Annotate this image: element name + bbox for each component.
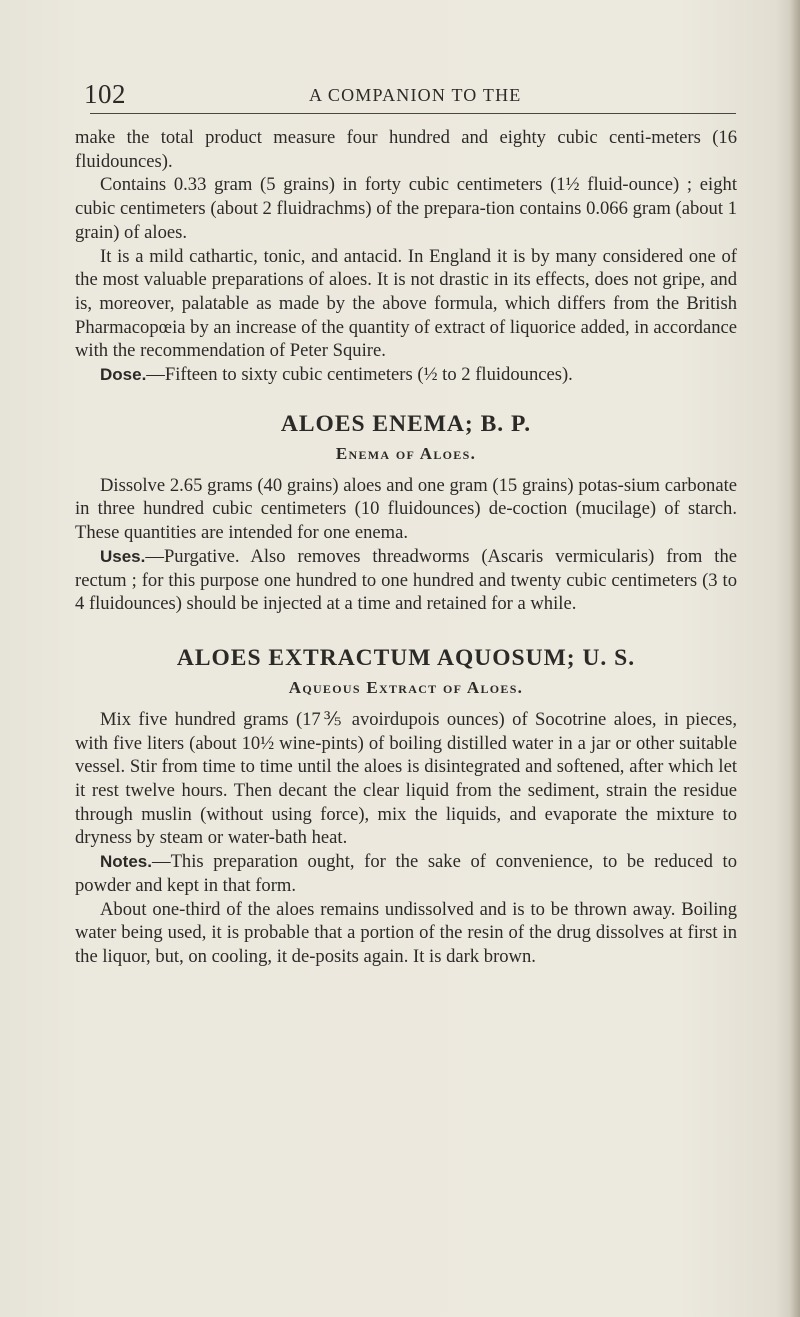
- enema-paragraph: Dissolve 2.65 grams (40 grains) aloes and one gram (15 grains) potas-sium carbonate in three hundred cubic centimeters (10 fluidounces) de-coction (mucilage) of starch. These quantities are intended for one enema.: [75, 474, 737, 544]
- enema-subheading: Enema of Aloes.: [335, 443, 477, 463]
- spacer: [75, 616, 737, 644]
- notes-paragraph: [75, 850, 737, 897]
- page-number: 102: [84, 79, 126, 109]
- intro-paragraph-3: It is a mild cathartic, tonic, and antacid. In England it is by many considered one of the most valuable preparations of aloes. It is not drastic in its effects, does not gripe, and is, moreover, palatable as made by the above formula, which differs from the British Pharmacopœia by an increase of the quantity of extract of liquorice added, in accordance with the recommendation of Peter Squire.: [75, 245, 737, 362]
- uses-text: —Purgative. Also removes threadworms (Ascaris vermicularis) from the rectum ; for this purpose one hundred to one hundred and twenty cubic centimeters (3 to 4 fluidounces) should be injected at a time and retained for a while.: [75, 545, 737, 615]
- spacer: [75, 465, 737, 474]
- dose-text: —Fifteen to sixty cubic centimeters (½ to 2 fluidounces).: [146, 364, 573, 386]
- header-rule: [90, 113, 736, 114]
- spacer: [75, 699, 737, 708]
- page-edge-shadow: [790, 0, 800, 1317]
- uses-label: Uses.: [100, 546, 146, 566]
- page-body: [75, 126, 737, 969]
- notes-label: Notes.: [100, 852, 152, 872]
- extract-paragraph: Mix five hundred grams (17⅗ avoirdupois ounces) of Socotrine aloes, in pieces, with five liters (about 10½ wine-pints) of boiling distilled water in a jar or other suitable vessel. Stir from time to time until the aloes is disintegrated and softened, after which let it rest twelve hours. Then decant the clear liquid from the sediment, strain the residue through muslin (without using force), mix the liquids, and evaporate the mixture to dryness by steam or water-bath heat.: [75, 708, 737, 849]
- extract-subheading: Aqueous Extract of Aloes.: [288, 677, 524, 697]
- extract-heading: ALOES EXTRACTUM AQUOSUM; U. S.: [176, 644, 636, 671]
- intro-paragraph-1: make the total product measure four hundred and eighty cubic centi-meters (16 fluidounces).: [75, 127, 737, 172]
- dose-label: Dose.: [100, 365, 147, 385]
- enema-heading: ALOES ENEMA; B. P.: [280, 410, 532, 437]
- dose-paragraph: [75, 363, 737, 387]
- notes-text: —This preparation ought, for the sake of convenience, to be reduced to powder and kept in that form.: [75, 851, 737, 896]
- uses-paragraph: [75, 545, 737, 616]
- spacer: [75, 387, 737, 410]
- intro-paragraph-2: Contains 0.33 gram (5 grains) in forty cubic centimeters (1½ fluid-ounce) ; eight cubic centimeters (about 2 fluidrachms) of the prepara-tion contains 0.066 gram (about 1 grain) of aloes.: [75, 174, 737, 243]
- closing-paragraph: About one-third of the aloes remains undissolved and is to be thrown away. Boiling water being used, it is probable that a portion of the resin of the drug dissolves at first in the liquor, but, on cooling, it de-posits again. It is dark brown.: [75, 898, 737, 967]
- running-head: A COMPANION TO THE: [309, 85, 522, 105]
- page-header: [84, 78, 734, 118]
